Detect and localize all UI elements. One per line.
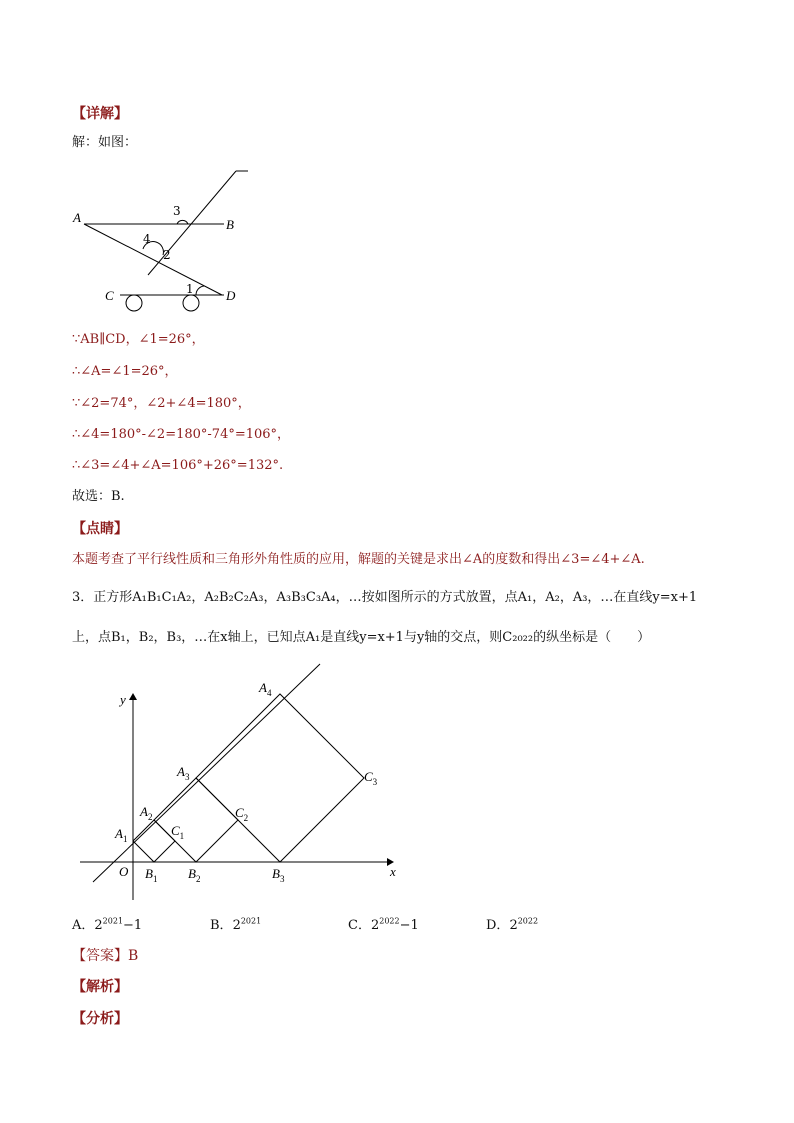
label-angle-3: 3 [173, 204, 181, 218]
label-y-axis: y [120, 692, 126, 707]
option-a[interactable] [72, 914, 142, 933]
solution-step-5: ∴∠3=∠4+∠A=106°+26°=132°. [72, 458, 284, 473]
label-b3: $B_3$ [272, 866, 285, 884]
square-1 [133, 820, 175, 862]
solution-step-3: ∵∠2=74°，∠2+∠4=180°， [72, 396, 251, 411]
section-jiexi: 【解析】 [72, 979, 128, 995]
label-c: C [105, 288, 114, 303]
option-c-base: 2 [370, 918, 380, 933]
solution-step-4: ∴∠4=180°-∠2=180°-74°=106°， [72, 427, 291, 442]
solution-choice: 故选：B. [72, 489, 125, 504]
label-angle-2: 2 [163, 248, 171, 262]
section-fenxi: 【分析】 [72, 1011, 128, 1027]
option-a-letter: A． [72, 918, 95, 933]
label-angle-1: 1 [186, 282, 194, 296]
label-angle-4: 4 [143, 232, 151, 246]
label-b1: $B_1$ [145, 866, 158, 884]
solution-step-2: ∴∠A=∠1=26°， [72, 364, 178, 379]
figure-squares [75, 662, 405, 902]
option-b[interactable] [210, 914, 261, 933]
solution-intro: 解：如图： [72, 135, 138, 150]
comment-text: 本题考查了平行线性质和三角形外角性质的应用，解题的关键是求出∠A的度数和得出∠3=∠4+∠A. [72, 552, 645, 567]
option-c[interactable] [348, 914, 419, 933]
figure-parallel-lines [70, 165, 250, 315]
label-origin: O [119, 864, 129, 879]
option-a-exponent: 2021 [102, 916, 124, 926]
label-a4: $A_4$ [259, 680, 272, 698]
question-line-1: 3．正方形A₁B₁C₁A₂，A₂B₂C₂A₃，A₃B₃C₃A₄，…按如图所示的方式放置，点A₁，A₂，A₃，…在直线y=x+1 [72, 590, 698, 605]
label-a1: $A_1$ [115, 826, 128, 844]
slanted-line [148, 171, 236, 275]
label-b: B [226, 217, 234, 232]
label-c2: $C_2$ [235, 805, 249, 823]
option-b-exponent: 2021 [240, 916, 262, 926]
question-line-2: 上，点B₁，B₂，B₃，…在x轴上，已知点A₁是直线y=x+1与y轴的交点，则C₂₀₂₂的纵坐标是（ ） [72, 630, 651, 645]
wheel-right [183, 295, 199, 311]
label-c1: $C_1$ [171, 823, 185, 841]
option-c-letter: C． [348, 918, 371, 933]
option-d-base: 2 [509, 918, 518, 933]
line-ad [84, 224, 222, 295]
section-xiangjie: 【详解】 [72, 106, 128, 122]
wheel-left [126, 295, 142, 311]
section-dianjing: 【点睛】 [72, 521, 128, 537]
option-a-tail: −1 [123, 918, 143, 933]
label-a: A [73, 210, 81, 225]
label-a2: $A_2$ [140, 804, 153, 822]
label-x-axis: x [390, 864, 396, 879]
label-a3: $A_3$ [177, 764, 190, 782]
option-d-exponent: 2022 [517, 916, 539, 926]
label-d: D [226, 288, 236, 303]
solution-step-1: ∵AB∥CD，∠1=26°， [72, 332, 205, 347]
option-c-exponent: 2022 [379, 916, 400, 926]
section-daan: 【答案】B [72, 948, 139, 964]
arc-angle-3 [177, 220, 188, 224]
arc-angle-1 [196, 286, 204, 295]
option-c-tail: −1 [399, 918, 419, 933]
line-y-eq-x-plus-1 [93, 664, 320, 882]
option-d[interactable] [486, 914, 538, 933]
label-b2: $B_2$ [188, 866, 201, 884]
label-c3: $C_3$ [364, 769, 378, 787]
option-d-letter: D． [486, 918, 510, 933]
option-b-letter: B． [210, 918, 233, 933]
option-b-base: 2 [232, 918, 241, 933]
option-a-base: 2 [94, 918, 103, 933]
